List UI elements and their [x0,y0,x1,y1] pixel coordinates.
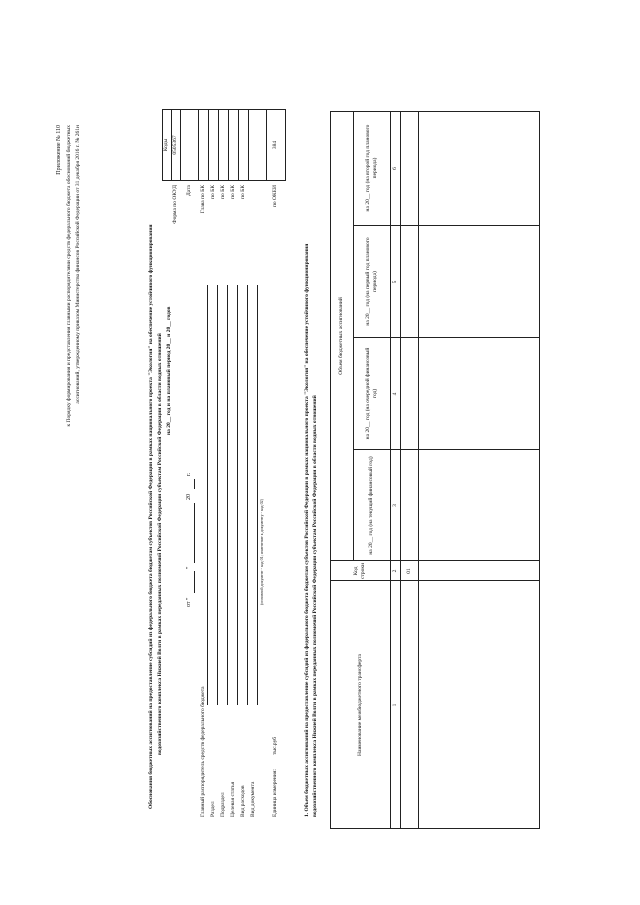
date-year-prefix: 20 [186,494,192,500]
codes-header: Коды [163,138,169,152]
appendix-line-1: к Порядку формирования и представления главными распорядителями средств федерального бюджета обоснований бюджетных [66,125,72,427]
col6-header: на 20__ год (на второй год планового периода) [364,124,378,212]
col-num-2: 2 [391,569,398,573]
field-line-gr [207,285,208,705]
field-label-vr: Вид расходов [240,785,246,817]
col-num-5: 5 [391,280,398,284]
field-code-gr: Глава по БК [200,185,206,214]
doc-type-hint: (основной документ - код 01; изменение к документу - код 02) [259,499,264,605]
appendix-number: Приложение № 110 [56,125,62,175]
codes-row-line [208,109,209,181]
date-year-line [194,479,195,489]
field-label-podrazdel: Подраздел [220,792,226,817]
codes-row-line [228,109,229,181]
row-code-01: 01 [405,568,412,574]
section1-line-2: водохозяйственного комплекса Нижней Волги в рамках переданных полномочий Российской Федерации субъектам Российской Федерации в области водных отношений [312,395,318,817]
field-code-cs: по БК [230,185,236,199]
codes-row-line [238,109,239,181]
okei-code: 384 [272,140,278,150]
field-line-podrazdel [227,285,228,705]
date-year-suffix: г. [186,472,192,476]
unit-code-label: по ОКЕИ [272,185,278,208]
unit-label: Единица измерения: [272,769,278,817]
codes-row-line [180,109,181,181]
date-mid: " [186,566,192,569]
title-line-2: водохозяйственного комплекса Нижней Волги в рамках переданных полномочий Российской Федерации субъектам Российской Федерации в области водных отношений [157,333,163,755]
appendix-line-2: ассигнований, утвержденному приказом Министерства финансов Российской Федерации от 31 декабря 2016 г. № 261н [75,125,81,404]
field-label-cs: Целевая статья [230,781,236,817]
unit-value: тыс.руб [272,736,278,755]
col-group-header: Объем бюджетных ассигнований [338,297,344,375]
date-day-line [194,571,195,593]
field-line-cs [237,285,238,705]
codes-row-line [218,109,219,181]
title-line-3: на 20__ год и на плановый период 20__ и 20__ годов [166,306,172,435]
okud-label: Форма по ОКУД [172,185,178,224]
field-label-razdel: Раздел [210,801,216,817]
col5-header: на 20__ год (на первый год планового периода) [364,237,378,326]
field-code-podrazdel: по БК [220,185,226,199]
col4-header: на 20__ год (на очередной финансовый год) [364,347,378,440]
field-label-gr: Главный распорядитель средств федерального бюджета [200,686,206,817]
field-line-vd [257,285,258,705]
date-prefix: от " [186,597,192,607]
codes-row-line [248,109,249,181]
codes-row-line [198,109,199,181]
title-line-1: Обоснования бюджетных ассигнований на предоставление субсидий из федерального бюджета бюджетам субъектов Российской Федерации в рамках национального проекта "Экология" на обеспечение устойчивого функционирования [148,224,154,809]
section1-line-1: 1. Объем бюджетных ассигнований на предоставление субсидий из федерального бюджета бюджетам субъектов Российской Федерации в рамках национального проекта "Экология" на обеспечение устойчивого функционирования [304,243,310,817]
field-line-vr [247,285,248,705]
field-code-vr: по БК [240,185,246,199]
col-num-3: 3 [391,504,398,507]
field-label-vd: Вид документа [250,781,256,817]
values-entry-area[interactable] [400,111,540,561]
okud-code: 0505367 [172,135,178,155]
col-name-header: Наименование межбюджетного трансферта [356,654,363,756]
date-month-line [194,503,195,563]
col-code-header: Код строки [353,562,366,580]
date-label: Дата [186,185,192,196]
col-num-1: 1 [391,703,398,707]
field-line-razdel [217,285,218,705]
col3-header: на 20__ год (на текущий финансовый год) [368,456,374,555]
col-num-4: 4 [391,392,398,396]
col-num-6: 6 [391,167,398,170]
codes-row-line [266,109,267,181]
field-code-razdel: по БК [210,185,216,199]
